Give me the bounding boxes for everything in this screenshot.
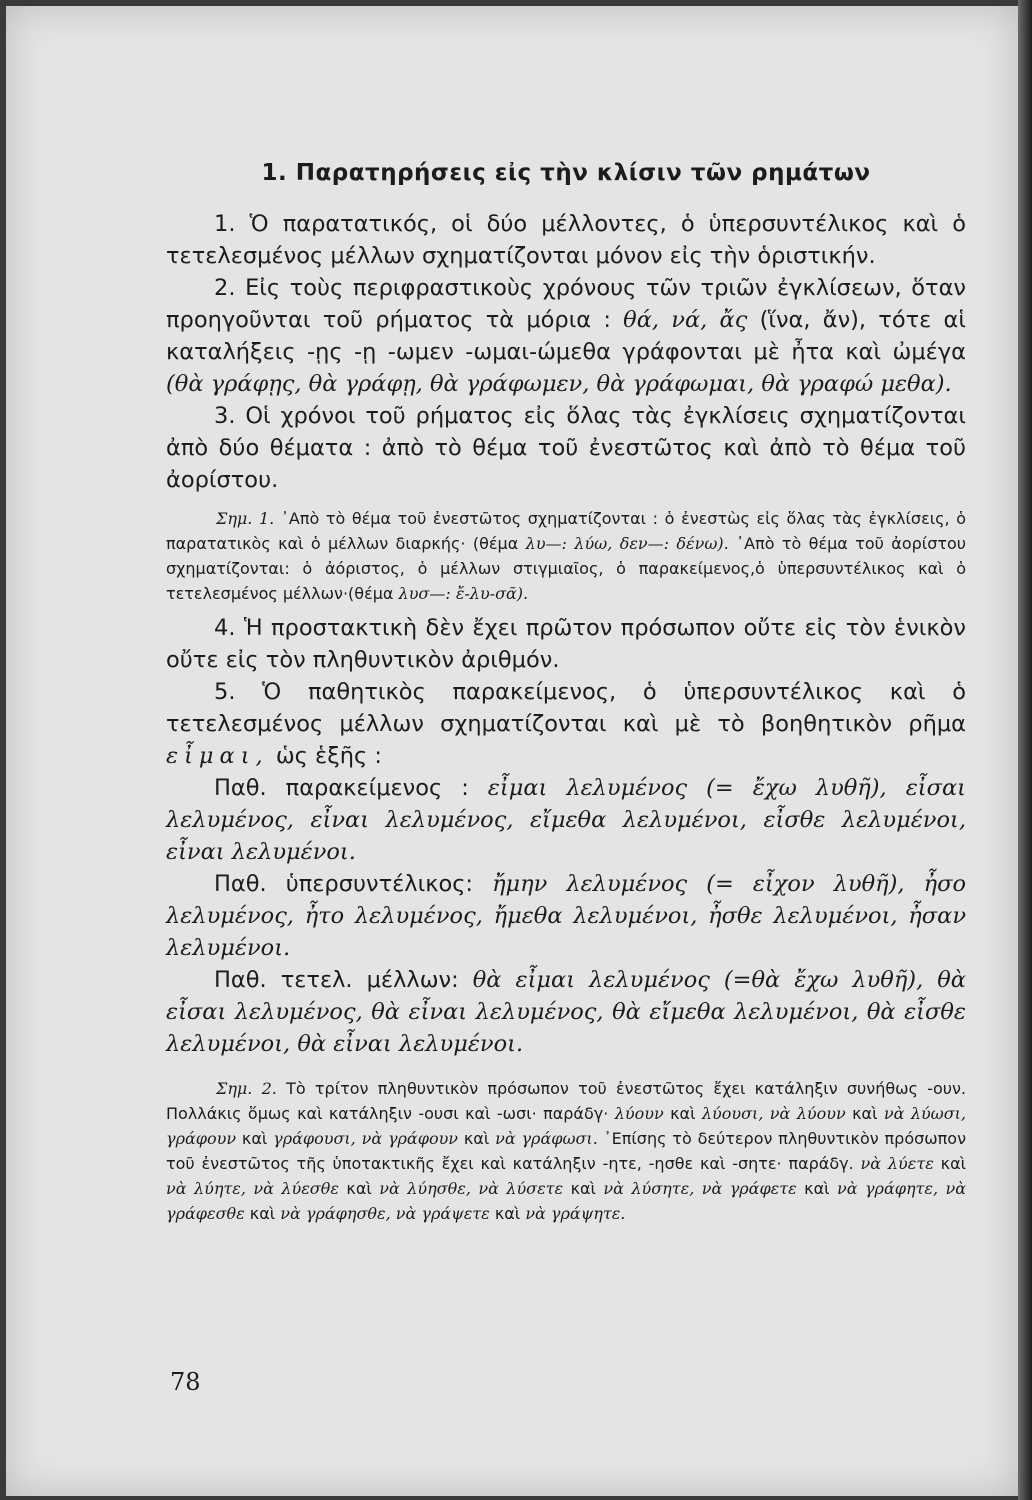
note-2-ex3: νὰ λύωσι, γράφουν xyxy=(166,1104,967,1148)
paragraph-2 xyxy=(166,272,966,400)
future-perfect-label: Παθ. τετελ. μέλλων: xyxy=(214,967,459,993)
note-2-ex7: νὰ λύητε, νὰ λύεσθε xyxy=(166,1179,339,1198)
note-1-a: ᾿Απὸ τὸ θέμα τοῦ ἐνεστῶτος σχηματίζονται : ὁ ἐνεστὼς εἰς ὅλας τὰς ἐγκλίσεις, ὁ παρατατικὸς καὶ ὁ μέλλων διαρκής· (θέμα xyxy=(166,509,967,553)
page-number: 78 xyxy=(170,1368,201,1396)
note-2-ex11: νὰ γράφησθε, νὰ γράψετε xyxy=(280,1204,490,1223)
note-2-k1: καὶ xyxy=(670,1104,696,1123)
paragraph-2-examples: (θὰ γράφῃς, θὰ γράφῃ, θὰ γράφωμεν, θὰ γράφωμαι, θὰ γραφώ μεθα). xyxy=(166,371,952,397)
note-2-k6: καὶ xyxy=(940,1154,967,1173)
note-2-k4: καὶ xyxy=(463,1129,490,1148)
perfect-forms xyxy=(166,772,966,868)
note-2-ex1: λύουν xyxy=(614,1104,664,1123)
note-2-k2: καὶ xyxy=(852,1104,878,1123)
paragraph-4: 4. Ἡ προστακτικὴ δὲν ἔχει πρῶτον πρόσωπον οὔτε εἰς τὸν ἑνικὸν οὔτε εἰς τὸν πληθυντικὸν ἀριθμόν. xyxy=(166,615,966,673)
future-perfect-examples: θὰ εἶμαι λελυμένος (=θὰ ἔχω λυθῆ), θὰ εἶσαι λελυμένος, θὰ εἶναι λελυμένος, θὰ εἴμεθα λελυμένοι, θὰ εἶσθε λελυμένοι, θὰ εἶναι λελυμένοι. xyxy=(166,967,966,1057)
note-2-k3: καὶ xyxy=(241,1129,268,1148)
note-2-ex6: νὰ λύετε xyxy=(860,1154,934,1173)
future-perfect-forms xyxy=(166,964,966,1060)
pluperfect-examples: ἤμην λελυμένος (= εἶχον λυθῆ), ἦσο λελυμένος, ἦτο λελυμένος, ἤμεθα λελυμένοι, ἦσθε λελυμένοι, ἦσαν λελυμένοι. xyxy=(166,871,966,961)
paragraph-1: 1. Ὁ παρατατικός, οἱ δύο μέλλοντες, ὁ ὑπερσυντέλικος καὶ ὁ τετελεσμένος μέλλων σχηματίζονται μόνον εἰς τὴν ὁριστικήν. xyxy=(166,211,966,269)
section-title: 1. Παρατηρήσεις εἰς τὴν κλίσιν τῶν ρημάτων xyxy=(261,160,871,186)
note-2-label: Σημ. 2. xyxy=(216,1079,277,1098)
note-1-label: Σημ. 1. xyxy=(216,509,275,528)
note-2-k9: καὶ xyxy=(804,1179,830,1198)
note-2-ex8: νὰ λύησθε, νὰ λύσετε xyxy=(379,1179,564,1198)
note-2-k10: καὶ xyxy=(249,1204,276,1223)
page-content xyxy=(166,160,966,1232)
perfect-examples: εἶμαι λελυμένος (= ἔχω λυθῆ), εἶσαι λελυμένος, εἶναι λελυμένος, εἴμεθα λελυμένοι, εἶσθε λελυμένοι, εἶναι λελυμένοι. xyxy=(166,775,966,865)
pluperfect-forms xyxy=(166,868,966,964)
note-2-k7: καὶ xyxy=(346,1179,372,1198)
paragraph-5 xyxy=(166,676,966,772)
paragraph-2-particles: θά, νά, ἄς xyxy=(623,307,748,333)
note-2-a: Τὸ τρίτον πληθυντικὸν πρόσωπον τοῦ ἐνεστῶτος ἔχει κατάληξιν συνήθως -ουν. Πολλάκις ὅμως καὶ κατάληξιν -ουσι καὶ -ωσι· παράδγ· xyxy=(166,1079,967,1123)
note-1-b-example: λυσ—: ἔ-λυ-σᾶ). xyxy=(398,584,529,603)
note-1-a-example: λυ—: λύω, δεν—: δένω). xyxy=(525,534,729,553)
note-2-ex5: νὰ γράφωσι. xyxy=(495,1129,598,1148)
page-edge xyxy=(1018,0,1032,1500)
paragraph-2-text: 2. Εἰς τοὺς περιφραστικοὺς χρόνους τῶν τριῶν ἐγκλίσεων, ὅταν προηγοῦνται τοῦ ρήματος τὰ μόρια : xyxy=(166,275,966,333)
paragraph-5-after: ὡς ἑξῆς : xyxy=(275,743,382,769)
paragraph-3: 3. Οἱ χρόνοι τοῦ ρήματος εἰς ὅλας τὰς ἐγκλίσεις σχηματίζονται ἀπὸ δύο θέματα : ἀπὸ τὸ θέμα τοῦ ἐνεστῶτος καὶ ἀπὸ τὸ θέμα τοῦ ἀορίστου. xyxy=(166,403,966,493)
note-2 xyxy=(166,1076,966,1226)
pluperfect-label: Παθ. ὑπερσυντέλικος: xyxy=(214,871,474,897)
note-1 xyxy=(166,506,966,606)
note-2-ex12: νὰ γράψητε. xyxy=(525,1204,626,1223)
paragraph-5-text: 5. Ὁ παθητικὸς παρακείμενος, ὁ ὑπερσυντέλικος καὶ ὁ τετελεσμένος μέλλων σχηματίζονται καὶ μὲ τὸ βοηθητικὸν ρῆμα xyxy=(166,679,966,737)
note-1-b: ᾿Απὸ τὸ θέμα τοῦ ἀορίστου σχηματίζονται: ὁ ἀόριστος, ὁ μέλλων στιγμιαῖος, ὁ παρακείμενος,ὁ ὑπερσυντέλικος καὶ ὁ τετελεσμένος μέλλων·(θέμα xyxy=(166,534,967,603)
note-2-k8: καὶ xyxy=(570,1179,596,1198)
note-2-ex10: νὰ γράφητε, νὰ γράφεσθε xyxy=(166,1179,967,1223)
perfect-label: Παθ. παρακείμενος : xyxy=(214,775,469,801)
note-2-ex4: γράφουσι, νὰ γράφουν xyxy=(273,1129,459,1148)
note-2-k11: καὶ xyxy=(494,1204,521,1223)
note-2-b: ᾿Επίσης τὸ δεύτερον πληθυντικὸν πρόσωπον τοῦ ἐνεστῶτος τῆς ὑποτακτικῆς ἔχει καὶ κατάληξιν -ητε, -ησθε καὶ -σητε· παράδγ. xyxy=(166,1129,967,1173)
note-2-ex9: νὰ λύσητε, νὰ γράφετε xyxy=(603,1179,797,1198)
paragraph-5-aux-verb: εἶμαι, xyxy=(166,743,269,769)
note-2-ex2: λύουσι, νὰ λύουν xyxy=(701,1104,846,1123)
paragraph-2-mid: (ἵνα, ἄν), τότε αἱ καταλήξεις -ῃς -ῃ -ωμεν -ωμαι-ώμεθα γράφονται μὲ ἦτα καὶ ὠμέγα xyxy=(166,307,966,365)
